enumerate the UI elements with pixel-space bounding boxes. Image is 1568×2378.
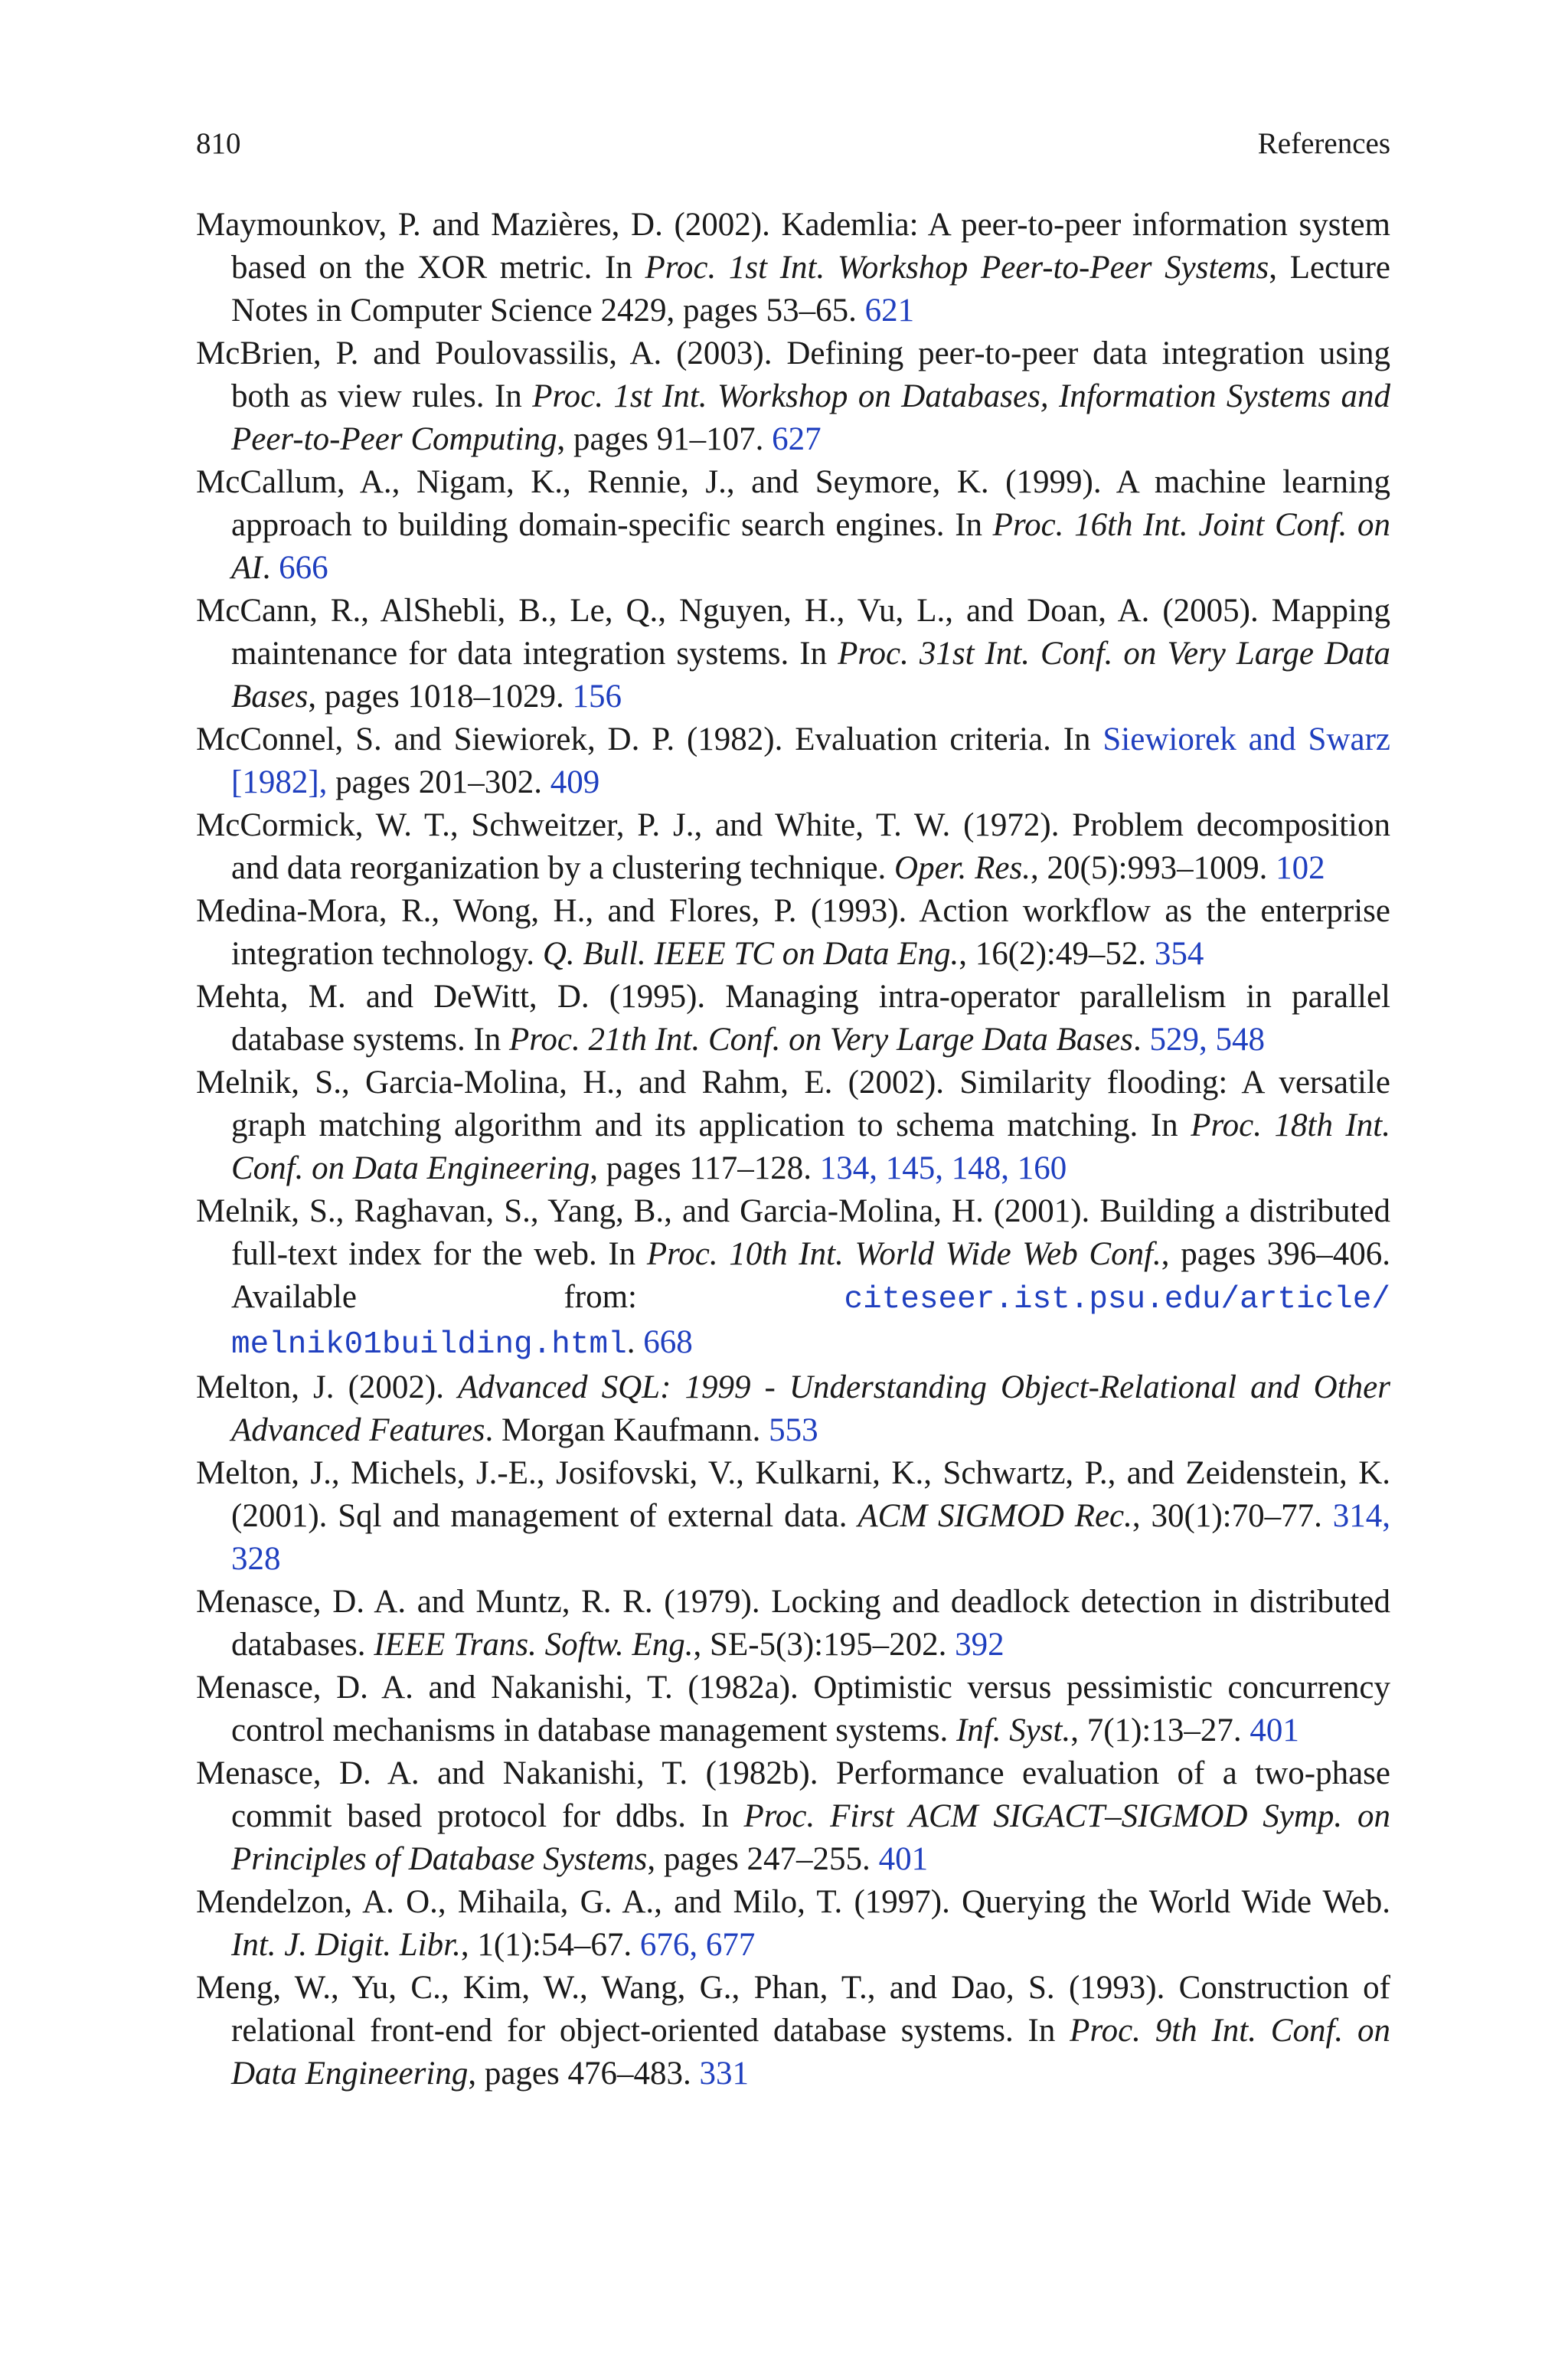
reference-entry <box>196 1881 1390 1967</box>
reference-venue: Proc. 21th Int. Conf. on Very Large Data Bases <box>509 1022 1133 1058</box>
reference-text: . Morgan Kaufmann. <box>485 1412 769 1448</box>
reference-venue: Proc. 9th Int. Conf. on Data Engineering <box>231 2013 1390 2092</box>
reference-venue: Proc. First ACM SIGACT–SIGMOD Symp. on Principles of Database Systems <box>231 1798 1390 1877</box>
reference-venue: Proc. 1st Int. Workshop Peer-to-Peer Systems <box>645 250 1269 286</box>
reference-text: McConnel, S. and Siewiorek, D. P. (1982). Evaluation criteria. In <box>196 721 1103 757</box>
reference-url-link[interactable]: citeseer.ist.psu.edu/article/ melnik01building.html <box>231 1282 1390 1362</box>
reference-text: , 16(2):49–52. <box>959 936 1155 972</box>
reference-text: . <box>626 1324 644 1360</box>
reference-venue: ACM SIGMOD Rec. <box>858 1498 1132 1534</box>
reference-entry <box>196 461 1390 590</box>
reference-text: Melnik, S., Raghavan, S., Yang, B., and Garcia-Molina, H. (2001). Building a distributed full-text index for the web. In <box>196 1193 1390 1272</box>
reference-text: McCallum, A., Nigam, K., Rennie, J., and Seymore, K. (1999). A machine learning approach to building domain-specific search engines. In <box>196 464 1390 543</box>
reference-entry <box>196 890 1390 976</box>
reference-text: , 7(1):13–27. <box>1070 1712 1250 1748</box>
page-ref-link[interactable]: 354 <box>1154 936 1204 972</box>
reference-text: Medina-Mora, R., Wong, H., and Flores, P. (1993). Action workflow as the enterprise integration technology. <box>196 893 1390 972</box>
reference-entry <box>196 1967 1390 2095</box>
reference-text: McCormick, W. T., Schweitzer, P. J., and White, T. W. (1972). Problem decomposition and data reorganization by a clustering technique. <box>196 807 1390 886</box>
reference-venue: Proc. 16th Int. Joint Conf. on AI <box>231 507 1390 586</box>
reference-text: , SE-5(3):195–202. <box>693 1627 956 1663</box>
reference-text: , pages 1018–1029. <box>308 679 573 715</box>
reference-text: Meng, W., Yu, C., Kim, W., Wang, G., Phan, T., and Dao, S. (1993). Construction of relational front-end for object-oriented database systems. In <box>196 1970 1390 2049</box>
reference-text: Melton, J., Michels, J.-E., Josifovski, V., Kulkarni, K., Schwartz, P., and Zeidenstein, K. (2001). Sql and management of external data. <box>196 1455 1390 1534</box>
reference-text: Mendelzon, A. O., Mihaila, G. A., and Milo, T. (1997). Querying the World Wide Web. <box>196 1884 1390 1920</box>
reference-text: , Lecture Notes in Computer Science 2429, pages 53–65. <box>231 250 1390 329</box>
reference-text: Mehta, M. and DeWitt, D. (1995). Managing intra-operator parallelism in parallel database systems. In <box>196 979 1390 1058</box>
reference-text: . <box>262 550 279 586</box>
page-ref-link[interactable]: Siewiorek and Swarz [1982], <box>231 721 1390 800</box>
reference-venue: IEEE Trans. Softw. Eng. <box>374 1627 694 1663</box>
reference-text: , 20(5):993–1009. <box>1031 850 1276 886</box>
reference-list <box>196 204 1390 2095</box>
reference-text: pages 201–302. <box>327 764 550 800</box>
reference-entry <box>196 1581 1390 1667</box>
page-ref-link[interactable]: 666 <box>279 550 328 586</box>
reference-text: , pages 91–107. <box>557 421 773 457</box>
reference-entry <box>196 1667 1390 1752</box>
reference-text: Melnik, S., Garcia-Molina, H., and Rahm, E. (2002). Similarity flooding: A versatile graph matching algorithm and its application to schema matching. In <box>196 1065 1390 1143</box>
page-ref-link[interactable]: 134, 145, 148, 160 <box>819 1150 1067 1186</box>
reference-text: McCann, R., AlShebli, B., Le, Q., Nguyen, H., Vu, L., and Doan, A. (2005). Mapping maintenance for data integration systems. In <box>196 593 1390 672</box>
reference-text: , pages 476–483. <box>468 2056 700 2092</box>
reference-venue: Proc. 31st Int. Conf. on Very Large Data Bases <box>231 636 1390 715</box>
reference-text: , pages 396–406. Available from: <box>231 1236 1390 1315</box>
page-ref-link[interactable]: 314, 328 <box>231 1498 1390 1577</box>
reference-entry <box>196 976 1390 1061</box>
reference-venue: Oper. Res. <box>894 850 1031 886</box>
running-head <box>196 123 1390 168</box>
page-ref-link[interactable]: 553 <box>769 1412 818 1448</box>
reference-text: Menasce, D. A. and Nakanishi, T. (1982b). Performance evaluation of a two-phase commit based protocol for ddbs. In <box>196 1755 1390 1834</box>
reference-venue: Proc. 18th Int. Conf. on Data Engineering <box>231 1107 1390 1186</box>
reference-text: , pages 117–128. <box>590 1150 820 1186</box>
page-ref-link[interactable]: 401 <box>878 1841 929 1877</box>
reference-entry <box>196 1061 1390 1190</box>
page-ref-link[interactable]: 401 <box>1250 1712 1299 1748</box>
reference-entry <box>196 1190 1390 1366</box>
reference-entry <box>196 718 1390 804</box>
page-ref-link[interactable]: 102 <box>1276 850 1325 886</box>
page-ref-link[interactable]: 668 <box>643 1324 693 1360</box>
page-ref-link[interactable]: 529, 548 <box>1149 1022 1265 1058</box>
page-ref-link[interactable]: 156 <box>572 679 622 715</box>
reference-text: . <box>1132 1022 1150 1058</box>
reference-entry <box>196 804 1390 890</box>
page-ref-link[interactable]: 621 <box>864 293 915 329</box>
page-number: 810 <box>196 127 241 160</box>
page-ref-link[interactable]: 676, 677 <box>639 1927 756 1963</box>
reference-venue: Proc. 1st Int. Workshop on Databases, Information Systems and Peer-to-Peer Computing <box>231 378 1390 457</box>
page-ref-link[interactable]: 331 <box>699 2056 749 2092</box>
reference-entry <box>196 1366 1390 1452</box>
reference-text: Menasce, D. A. and Muntz, R. R. (1979). Locking and deadlock detection in distributed databases. <box>196 1584 1390 1663</box>
reference-entry <box>196 590 1390 718</box>
reference-text: Maymounkov, P. and Mazières, D. (2002). Kademlia: A peer-to-peer information system based on the XOR metric. In <box>196 207 1390 286</box>
reference-venue: Advanced SQL: 1999 - Understanding Object-Relational and Other Advanced Features <box>231 1369 1390 1448</box>
reference-entry <box>196 204 1390 332</box>
reference-entry <box>196 1452 1390 1581</box>
reference-venue: Inf. Syst. <box>956 1712 1071 1748</box>
reference-text: , 1(1):54–67. <box>460 1927 640 1963</box>
reference-text: McBrien, P. and Poulovassilis, A. (2003). Defining peer-to-peer data integration using both as view rules. In <box>196 335 1390 414</box>
page <box>196 123 1390 2095</box>
reference-text: Melton, J. (2002). <box>196 1369 459 1405</box>
reference-text: Menasce, D. A. and Nakanishi, T. (1982a). Optimistic versus pessimistic concurrency control mechanisms in database management systems. <box>196 1670 1390 1748</box>
reference-text: , pages 247–255. <box>647 1841 879 1877</box>
section-title: References <box>1257 127 1390 160</box>
page-ref-link[interactable]: 392 <box>955 1627 1004 1663</box>
page-ref-link[interactable]: 627 <box>772 421 822 457</box>
reference-venue: Proc. 10th Int. World Wide Web Conf. <box>646 1236 1161 1272</box>
reference-venue: Int. J. Digit. Libr. <box>231 1927 461 1963</box>
reference-venue: Q. Bull. IEEE TC on Data Eng. <box>542 936 959 972</box>
reference-entry <box>196 332 1390 461</box>
reference-text: , 30(1):70–77. <box>1132 1498 1333 1534</box>
reference-entry <box>196 1752 1390 1881</box>
page-ref-link[interactable]: 409 <box>550 764 600 800</box>
